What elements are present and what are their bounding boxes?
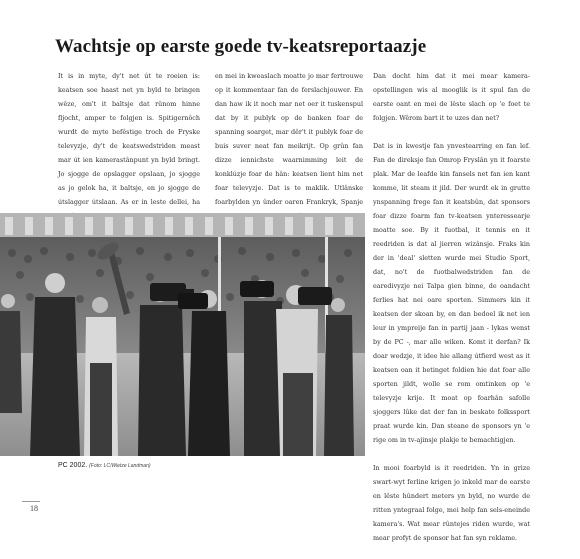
page-number-rule [22, 501, 40, 502]
column-3-paragraph-3: In mooi foarbyld is it reedriden. Yn in grize swart-wyt ferline krigen jo inkeld mar de earste en lêste hûndert meters yn byld, no wurde de ritten yntegraal folge, mei help fan sels-eneinde kamera's. Wat mear rûntejes riden wurde, wat mear profyt de sponsor hat fan syn reklame. [373, 464, 530, 542]
page-number: 18 [30, 504, 38, 513]
article-column-3 [373, 69, 530, 559]
column-2-paragraph: en mei in kweaslach moatte jo mar fertrouwe op it kommentaar fan de ferslachjouwer. En dan haw ik it noch mar net oer it tuskenspul dat by it publyk op de banken foar de spanning soarget, mar dêr't it publyk foar de buis suver neat fan meikrijt. Op grûn fan dizze iennichste waarnimming leit de konklúzje foar de hân: keatsen lient him net foar televyzje. Dat is te maklik. Utlânske foarbylden yn ûnder oaren Frankryk, Spanje [215, 72, 363, 206]
article-title: Wachtsje op earste goede tv-keatsreportaazje [55, 36, 427, 57]
column-3-paragraph-2: Dat is in kwestje fan ynvestearring en fan lef. Fan de direksje fan Omrop Fryslân yn it foarste plak. Mar de leafde kin fansels net fan ien kant komme, lit steam it jild. Der wurdt ek in grutte ynspanning frege fan it keatsbûn, dat sponsors foar dizze foarm fan tv-keatsen ynteressearje moatte soe. By it fuotbal, it tennis en it reedriden is dat al jierren wizânsje. Fraks kin der in 'deal' sletten wurde mei Studio Sport, dat, no't de fuotbalwedstriden fan de earedivyzje nei Talpa gien binne, de oandacht ferlies hat nei oare sporten. Simmers kin it keatsen der skoan by, en dan bedoel ik net ien leur in ympreije fan in partij jaan - lykas wenst by de PC -, mar alle wiken. Komt it derfan? Ik doar wedzje, it idee hie allang útfierd west as it keatsen oan it betinget foldien hie dat foar alle sporten jildt, wolle se rom omtinken op 'e televyzje krije. It moat op foarhân safolle sjoggers lûke dat der fan in beskate folkssport praat wurde kin. Dan steane de sponsors yn 'e rige om in tv-ajinsje plakje te bemachtigjen. [373, 142, 530, 444]
news-crews-filming-interview-photo [0, 213, 365, 456]
caption-credit: (Foto: LC/Wietze Landman) [89, 463, 151, 469]
column-3-paragraph-1: Dan docht him dat it mei mear kamera-opstellingen wis al mooglik is it spul fan de earste oant en mei de lêste slach op 'e foet te folgjen. Wêrom bart it te uzes dan net? [373, 72, 530, 122]
caption-label: PC 2002. [58, 462, 88, 469]
column-1-paragraph: It is in myte, dy't net út te roeien is: keatsen soe haast net yn byld te bringen wêze, om't it baltsje dat rûnom hinne fljocht, amper te folgjen is. Spitigernôch wurdt de myte befêstige troch de Fryske televyzje, dy't de keatswedstriden meast mar út ien kamerastânpunt yn byld bringt. Jo sjogge de opslagger opslaan, jo sjogge as jo gelok ha, it baltsje, en jo sjogge de útslagger útslaan. As er in leste dellei, ha [58, 72, 200, 206]
photo-caption [58, 462, 151, 469]
